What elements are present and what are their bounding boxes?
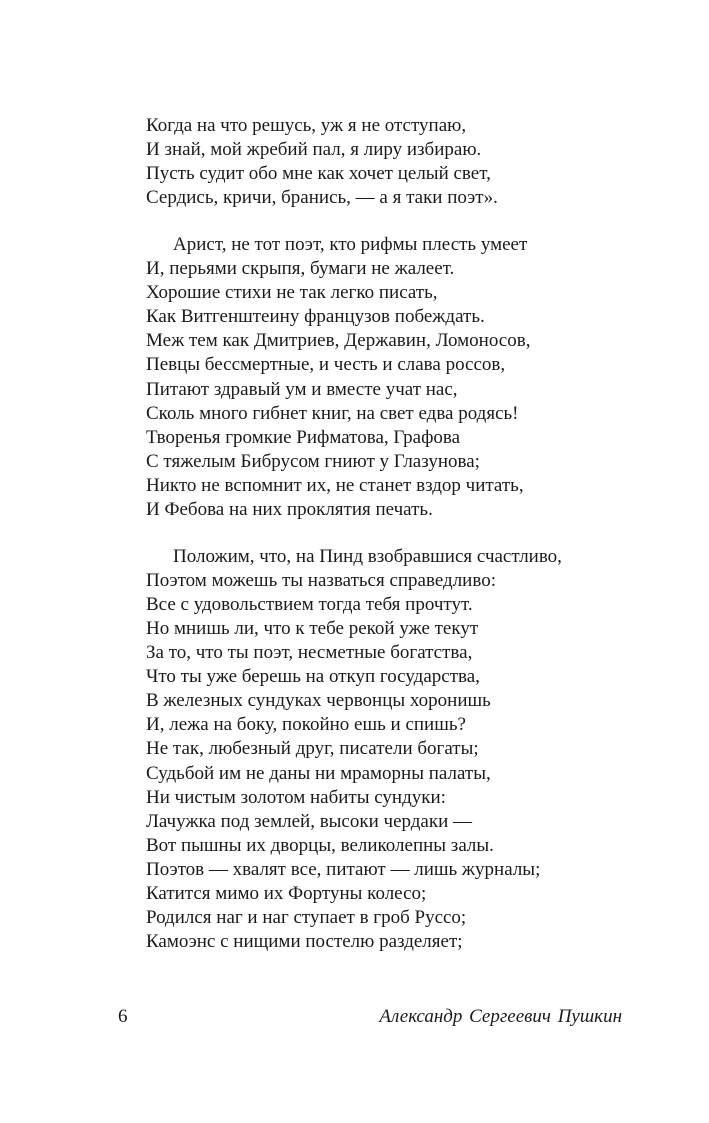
- poem-line: Сердись, кричи, бранись, — а я таки поэт».: [146, 187, 498, 209]
- poem-line: И знай, мой жребий пал, я лиру избираю.: [146, 139, 482, 161]
- poem-line: Хорошие стихи не так легко писать,: [146, 282, 438, 304]
- poem-line: Вот пышны их дворцы, великолепны залы.: [146, 834, 494, 856]
- poem-line: Арист, не тот поэт, кто рифмы плесть умеет: [173, 233, 528, 255]
- poem-line: Положим, что, на Пинд взобравшися счастливо,: [173, 545, 562, 567]
- poem-line: В железных сундуках червонцы хоронишь: [146, 690, 491, 712]
- poem-line: Творенья громкие Рифматова, Графова: [146, 426, 461, 448]
- poem-line: Поэтом можешь ты назваться справедливо:: [146, 569, 496, 591]
- stanza-2: [146, 233, 626, 522]
- stanza-1: [146, 114, 626, 210]
- page-number: 6: [118, 1006, 128, 1027]
- poem-line: Что ты уже берешь на откуп государства,: [146, 666, 480, 688]
- poem-line: Камоэнс с нищими постелю разделяет;: [146, 931, 463, 953]
- stanza-3: [146, 545, 626, 955]
- poem-line: Пусть судит обо мне как хочет целый свет,: [146, 163, 491, 185]
- poem-line: Все с удовольствием тогда тебя прочтут.: [146, 593, 473, 615]
- running-title: Александр Сергеевич Пушкин: [379, 1006, 622, 1027]
- poem-line: Питают здравый ум и вместе учат нас,: [146, 378, 458, 400]
- poem-line: Не так, любезный друг, писатели богаты;: [146, 738, 479, 760]
- poem-line: Катится мимо их Фортуны колесо;: [146, 883, 427, 904]
- poem-line: Сколь много гибнет книг, на свет едва родясь!: [146, 402, 519, 424]
- poem-line: За то, что ты поэт, несметные богатства,: [146, 642, 473, 664]
- poem-line: Судьбой им не даны ни мраморны палаты,: [146, 762, 491, 784]
- poem-line: Родился наг и наг ступает в гроб Руссо;: [146, 907, 467, 929]
- poem-line: С тяжелым Бибрусом гниют у Глазунова;: [146, 450, 480, 472]
- poem-line: Никто не вспомнит их, не станет вздор читать,: [146, 474, 524, 496]
- poem-line: Как Витгенштеину французов побеждать.: [146, 306, 485, 328]
- poem-line: Меж тем как Дмитриев, Державин, Ломоносов,: [146, 330, 531, 352]
- poem-line: Певцы бессмертные, и честь и слава россов,: [146, 354, 506, 376]
- poem-line: Ни чистым золотом набиты сундуки:: [146, 786, 446, 808]
- poem-line: И Фебова на них проклятия печать.: [146, 499, 433, 520]
- poem-line: Поэтов — хвалят все, питают — лишь журналы;: [146, 858, 541, 880]
- poem-line: Когда на что решусь, уж я не отступаю,: [146, 115, 467, 136]
- poem-line: И, перьями скрыпя, бумаги не жалеет.: [146, 258, 455, 280]
- poem-line: И, лежа на боку, покойно ешь и спишь?: [146, 714, 466, 736]
- poem-text: [146, 114, 626, 954]
- poem-line: Лачужка под землей, высоки чердаки —: [146, 810, 473, 832]
- page-footer: [118, 1003, 622, 1031]
- poem-line: Но мнишь ли, что к тебе рекой уже текут: [146, 617, 479, 639]
